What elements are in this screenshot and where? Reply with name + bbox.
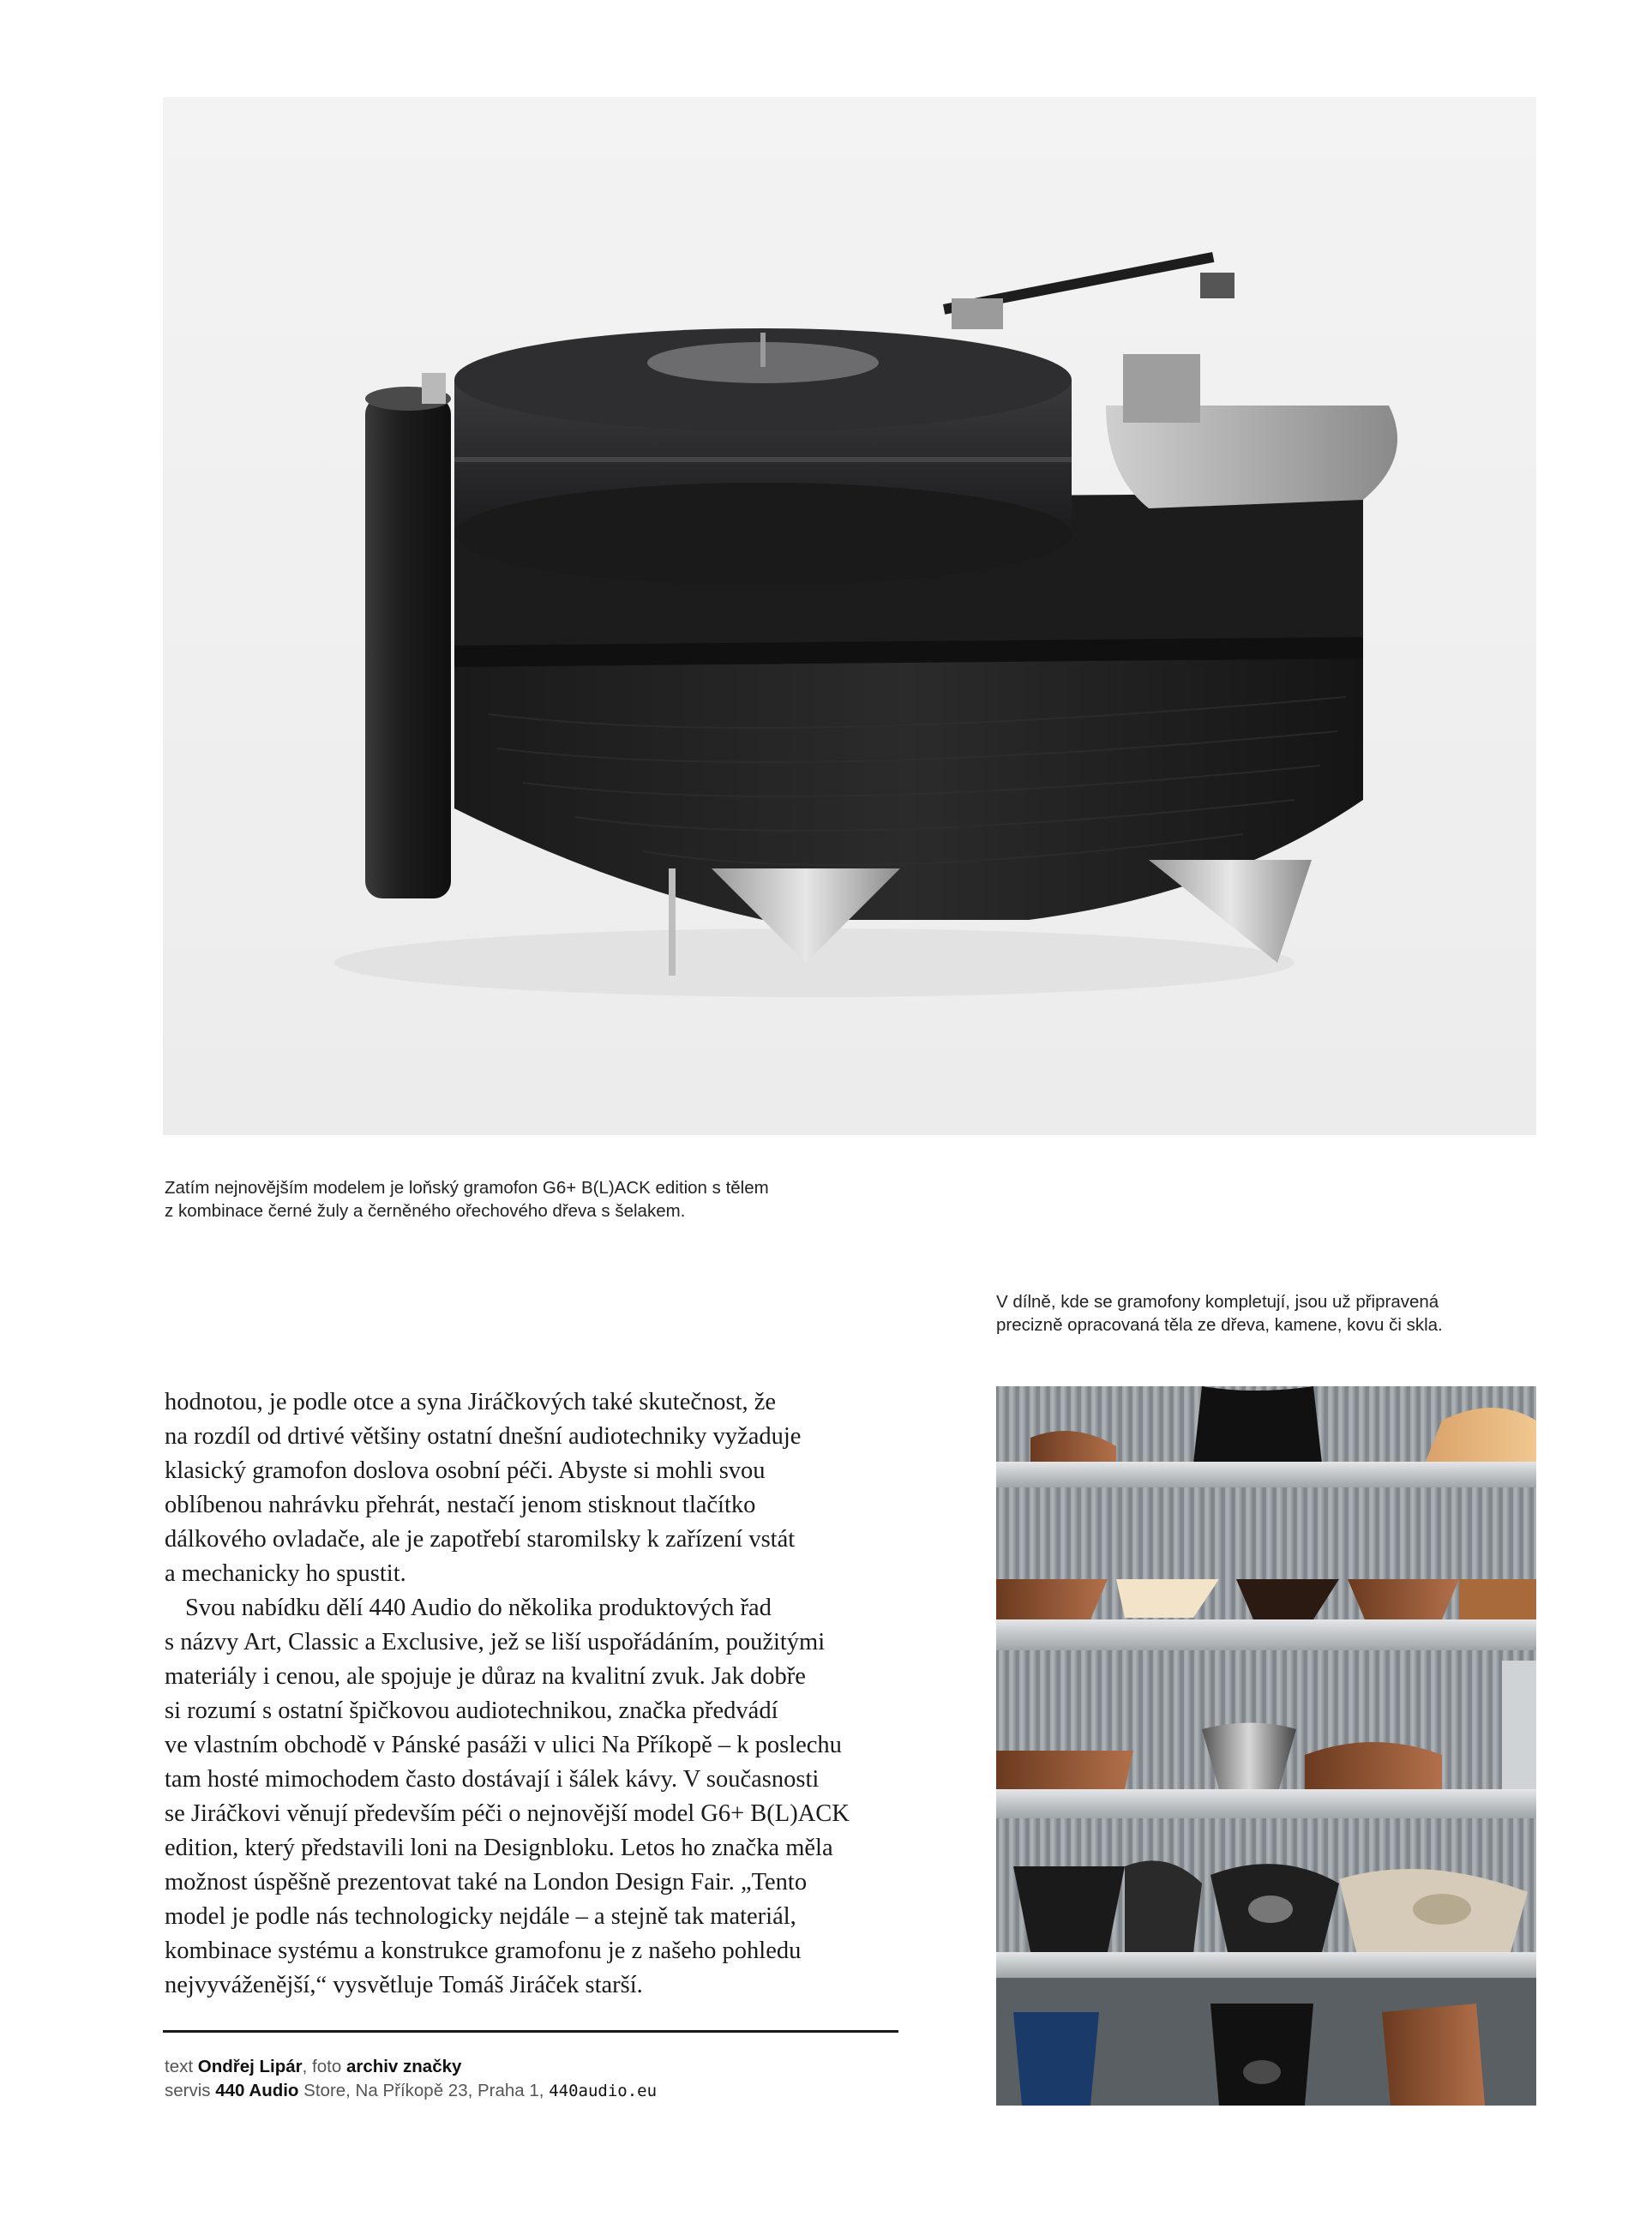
article-line: model je podle nás technologicky nejdále – a stejně tak materiál, xyxy=(165,1903,796,1930)
article-line: Svou nabídku dělí 440 Audio do několika produktových řad xyxy=(185,1595,772,1621)
credit-author: Ondřej Lipár xyxy=(197,2057,303,2076)
credit-store-brand: 440 Audio xyxy=(215,2081,299,2100)
article-body xyxy=(165,1385,902,2003)
credit-photo-source: archiv značky xyxy=(345,2057,462,2076)
article-line: materiály i cenou, ale spojuje je důraz na kvalitní zvuk. Jak dobře xyxy=(165,1663,806,1690)
main-photo-caption xyxy=(165,1176,769,1223)
article-line: s názvy Art, Classic a Exclusive, jež se liší uspořádáním, použitými xyxy=(165,1629,826,1655)
article-line: tam hosté mimochodem často dostávají i šálek kávy. V současnosti xyxy=(165,1766,820,1793)
workshop-shelf-photo xyxy=(996,1386,1536,2106)
caption-line: V dílně, kde se gramofony kompletují, jsou už připravená xyxy=(996,1292,1439,1312)
article-line: se Jiráčkovi věnují především péči o nejnovější model G6+ B(L)ACK xyxy=(165,1800,850,1827)
turntable-photo xyxy=(163,97,1536,1135)
credit-photo-label: , foto xyxy=(302,2057,342,2076)
article-line: na rozdíl od drtivé většiny ostatní dnešní audiotechniky vyžaduje xyxy=(165,1423,802,1450)
article-line: a mechanicky ho spustit. xyxy=(165,1560,406,1587)
article-line: hodnotou, je podle otce a syna Jiráčkových také skutečnost, že xyxy=(165,1389,777,1415)
article-line: klasický gramofon doslova osobní péči. Abyste si mohli svou xyxy=(165,1457,766,1484)
article-line: nejvyváženější,“ vysvětluje Tomáš Jiráček starší. xyxy=(165,1972,643,1998)
article-line: oblíbenou nahrávku přehrát, nestačí jenom stisknout tlačítko xyxy=(165,1492,756,1518)
credit-servis-label: servis xyxy=(165,2081,211,2100)
credits-divider xyxy=(163,2030,898,2033)
article-line: možnost úspěšně prezentovat také na London Design Fair. „Tento xyxy=(165,1869,808,1896)
workshop-photo-caption xyxy=(996,1290,1443,1337)
article-line: kombinace systému a konstrukce gramofonu je z našeho pohledu xyxy=(165,1938,802,1964)
article-line: dálkového ovladače, ale je zapotřebí staromilsky k zařízení vstát xyxy=(165,1526,796,1553)
credit-store-address: Store, Na Příkopě 23, Praha 1, xyxy=(303,2081,544,2100)
caption-line: z kombinace černé žuly a černěného ořechového dřeva s šelakem. xyxy=(165,1201,686,1221)
caption-line: precizně opracovaná těla ze dřeva, kamene, kovu či skla. xyxy=(996,1315,1443,1335)
credit-website-link[interactable]: 440audio.eu xyxy=(549,2082,658,2100)
article-line: edition, který představili loni na Designbloku. Letos ho značka měla xyxy=(165,1835,833,1861)
article-line: si rozumí s ostatní špičkovou audiotechnikou, značka předvádí xyxy=(165,1697,778,1724)
credits-line-servis xyxy=(165,2079,657,2103)
credit-text-label: text xyxy=(165,2057,194,2076)
article-line: ve vlastním obchodě v Pánské pasáži v ulici Na Příkopě – k poslechu xyxy=(165,1732,842,1758)
credits-line-text xyxy=(165,2055,461,2078)
caption-line: Zatím nejnovějším modelem je loňský gramofon G6+ B(L)ACK edition s tělem xyxy=(165,1178,769,1198)
